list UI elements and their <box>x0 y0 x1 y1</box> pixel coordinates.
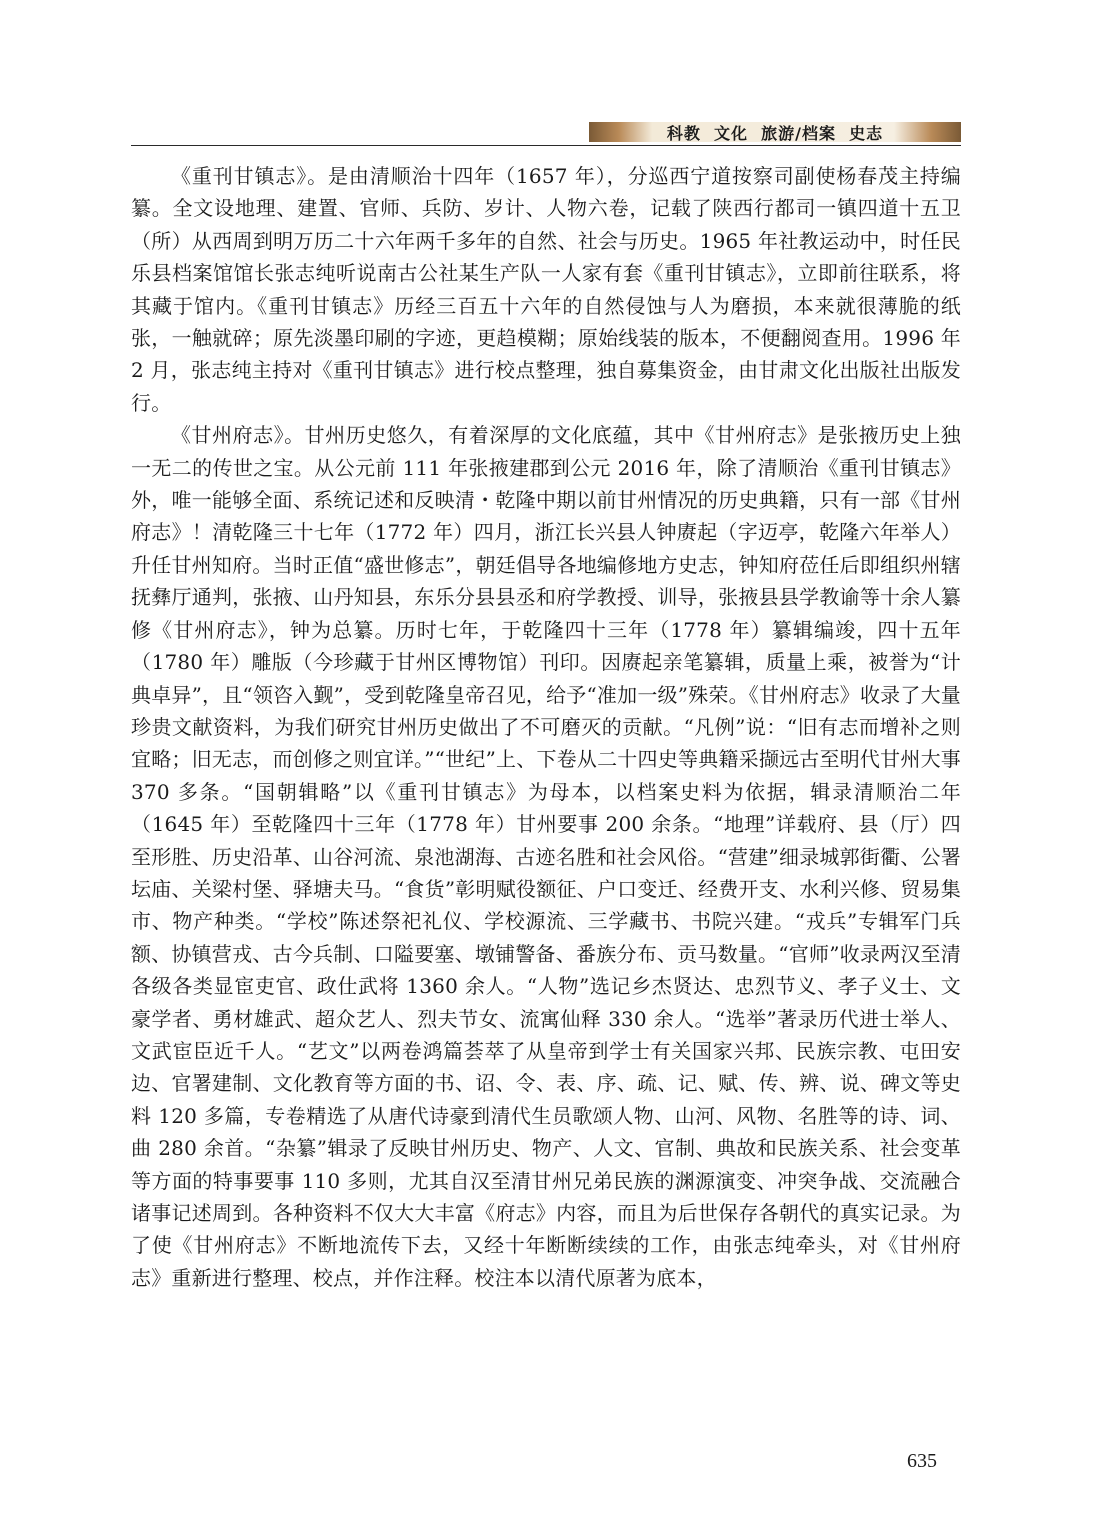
body-text <box>131 160 961 1294</box>
running-header <box>131 120 961 146</box>
page-number: 635 <box>907 1450 937 1472</box>
paragraph-ganzhou-fuzhi: 《甘州府志》。甘州历史悠久，有着深厚的文化底蕴，其中《甘州府志》是张掖历史上独一无二的传世之宝。从公元前 111 年张掖建郡到公元 2016 年，除了清顺治《重刊甘镇志》外，唯一能够全面、系统记述和反映清・乾隆中期以前甘州情况的历史典籍，只有一部《甘州府志》！清乾隆三十七年（1772 年）四月，浙江长兴县人钟赓起（字迈亭，乾隆六年举人）升任甘州知府。当时正值“盛世修志”，朝廷倡导各地编修地方史志，钟知府莅任后即组织州辖抚彝厅通判，张掖、山丹知县，东乐分县县丞和府学教授、训导，张掖县县学教谕等十余人纂修《甘州府志》，钟为总纂。历时七年，于乾隆四十三年（1778 年）纂辑编竣，四十五年（1780 年）雕版（今珍藏于甘州区博物馆）刊印。因赓起亲笔纂辑，质量上乘，被誉为“计典卓异”，且“领咨入觐”，受到乾隆皇帝召见，给予“准加一级”殊荣。《甘州府志》收录了大量珍贵文献资料，为我们研究甘州历史做出了不可磨灭的贡献。“凡例”说：“旧有志而增补之则宜略；旧无志，而创修之则宜详。”“世纪”上、下卷从二十四史等典籍采撷远古至明代甘州大事 370 多条。“国朝辑略”以《重刊甘镇志》为母本，以档案史料为依据，辑录清顺治二年（1645 年）至乾隆四十三年（1778 年）甘州要事 200 余条。“地理”详载府、县（厅）四至形胜、历史沿革、山谷河流、泉池湖海、古迹名胜和社会风俗。“营建”细录城郭街衢、公署坛庙、关梁村堡、驿塘夫马。“食货”彰明赋役额征、户口变迁、经费开支、水利兴修、贸易集市、物产种类。“学校”陈述祭祀礼仪、学校源流、三学藏书、书院兴建。“戎兵”专辑军门兵额、协镇营戎、古今兵制、口隘要塞、墩铺警备、番族分布、贡马数量。“官师”收录两汉至清各级各类显宦吏官、政仕武将 1360 余人。“人物”选记乡杰贤达、忠烈节义、孝子义士、文豪学者、勇材雄武、超众艺人、烈夫节女、流寓仙释 330 余人。“选举”著录历代进士举人、文武宦臣近千人。“艺文”以两卷鸿篇荟萃了从皇帝到学士有关国家兴邦、民族宗教、屯田安边、官署建制、文化教育等方面的书、诏、令、表、序、疏、记、赋、传、辨、说、碑文等史料 120 多篇，专卷精选了从唐代诗豪到清代生员歌颂人物、山河、风物、名胜等的诗、词、曲 280 余首。“杂纂”辑录了反映甘州历史、物产、人文、官制、典故和民族关系、社会变革等方面的特事要事 110 多则，尤其自汉至清甘州兄弟民族的渊源演变、冲突争战、交流融合诸事记述周到。各种资料不仅大大丰富《府志》内容，而且为后世保存各朝代的真实记录。为了使《甘州府志》不断地流传下去，又经十年断断续续的工作，由张志纯牵头，对《甘州府志》重新进行整理、校点，并作注释。校注本以清代原著为底本， <box>131 423 961 1290</box>
header-rule <box>131 145 961 146</box>
section-banner <box>589 122 961 142</box>
paragraph-chongkan-ganzhenzhi: 《重刊甘镇志》。是由清顺治十四年（1657 年），分巡西宁道按察司副使杨春茂主持编纂。全文设地理、建置、官师、兵防、岁计、人物六卷，记载了陕西行都司一镇四道十五卫（所）从西周到明万历二十六年两千多年的自然、社会与历史。1965 年社教运动中，时任民乐县档案馆馆长张志纯听说南古公社某生产队一人家有套《重刊甘镇志》，立即前往联系，将其藏于馆内。《重刊甘镇志》历经三百五十六年的自然侵蚀与人为磨损，本来就很薄脆的纸张，一触就碎；原先淡墨印刷的字迹，更趋模糊；原始线装的版本，不便翻阅查用。1996 年 2 月，张志纯主持对《重刊甘镇志》进行校点整理，独自募集资金，由甘肃文化出版社出版发行。 <box>131 164 961 415</box>
section-title: 科教 文化 旅游/档案 史志 <box>666 123 884 143</box>
